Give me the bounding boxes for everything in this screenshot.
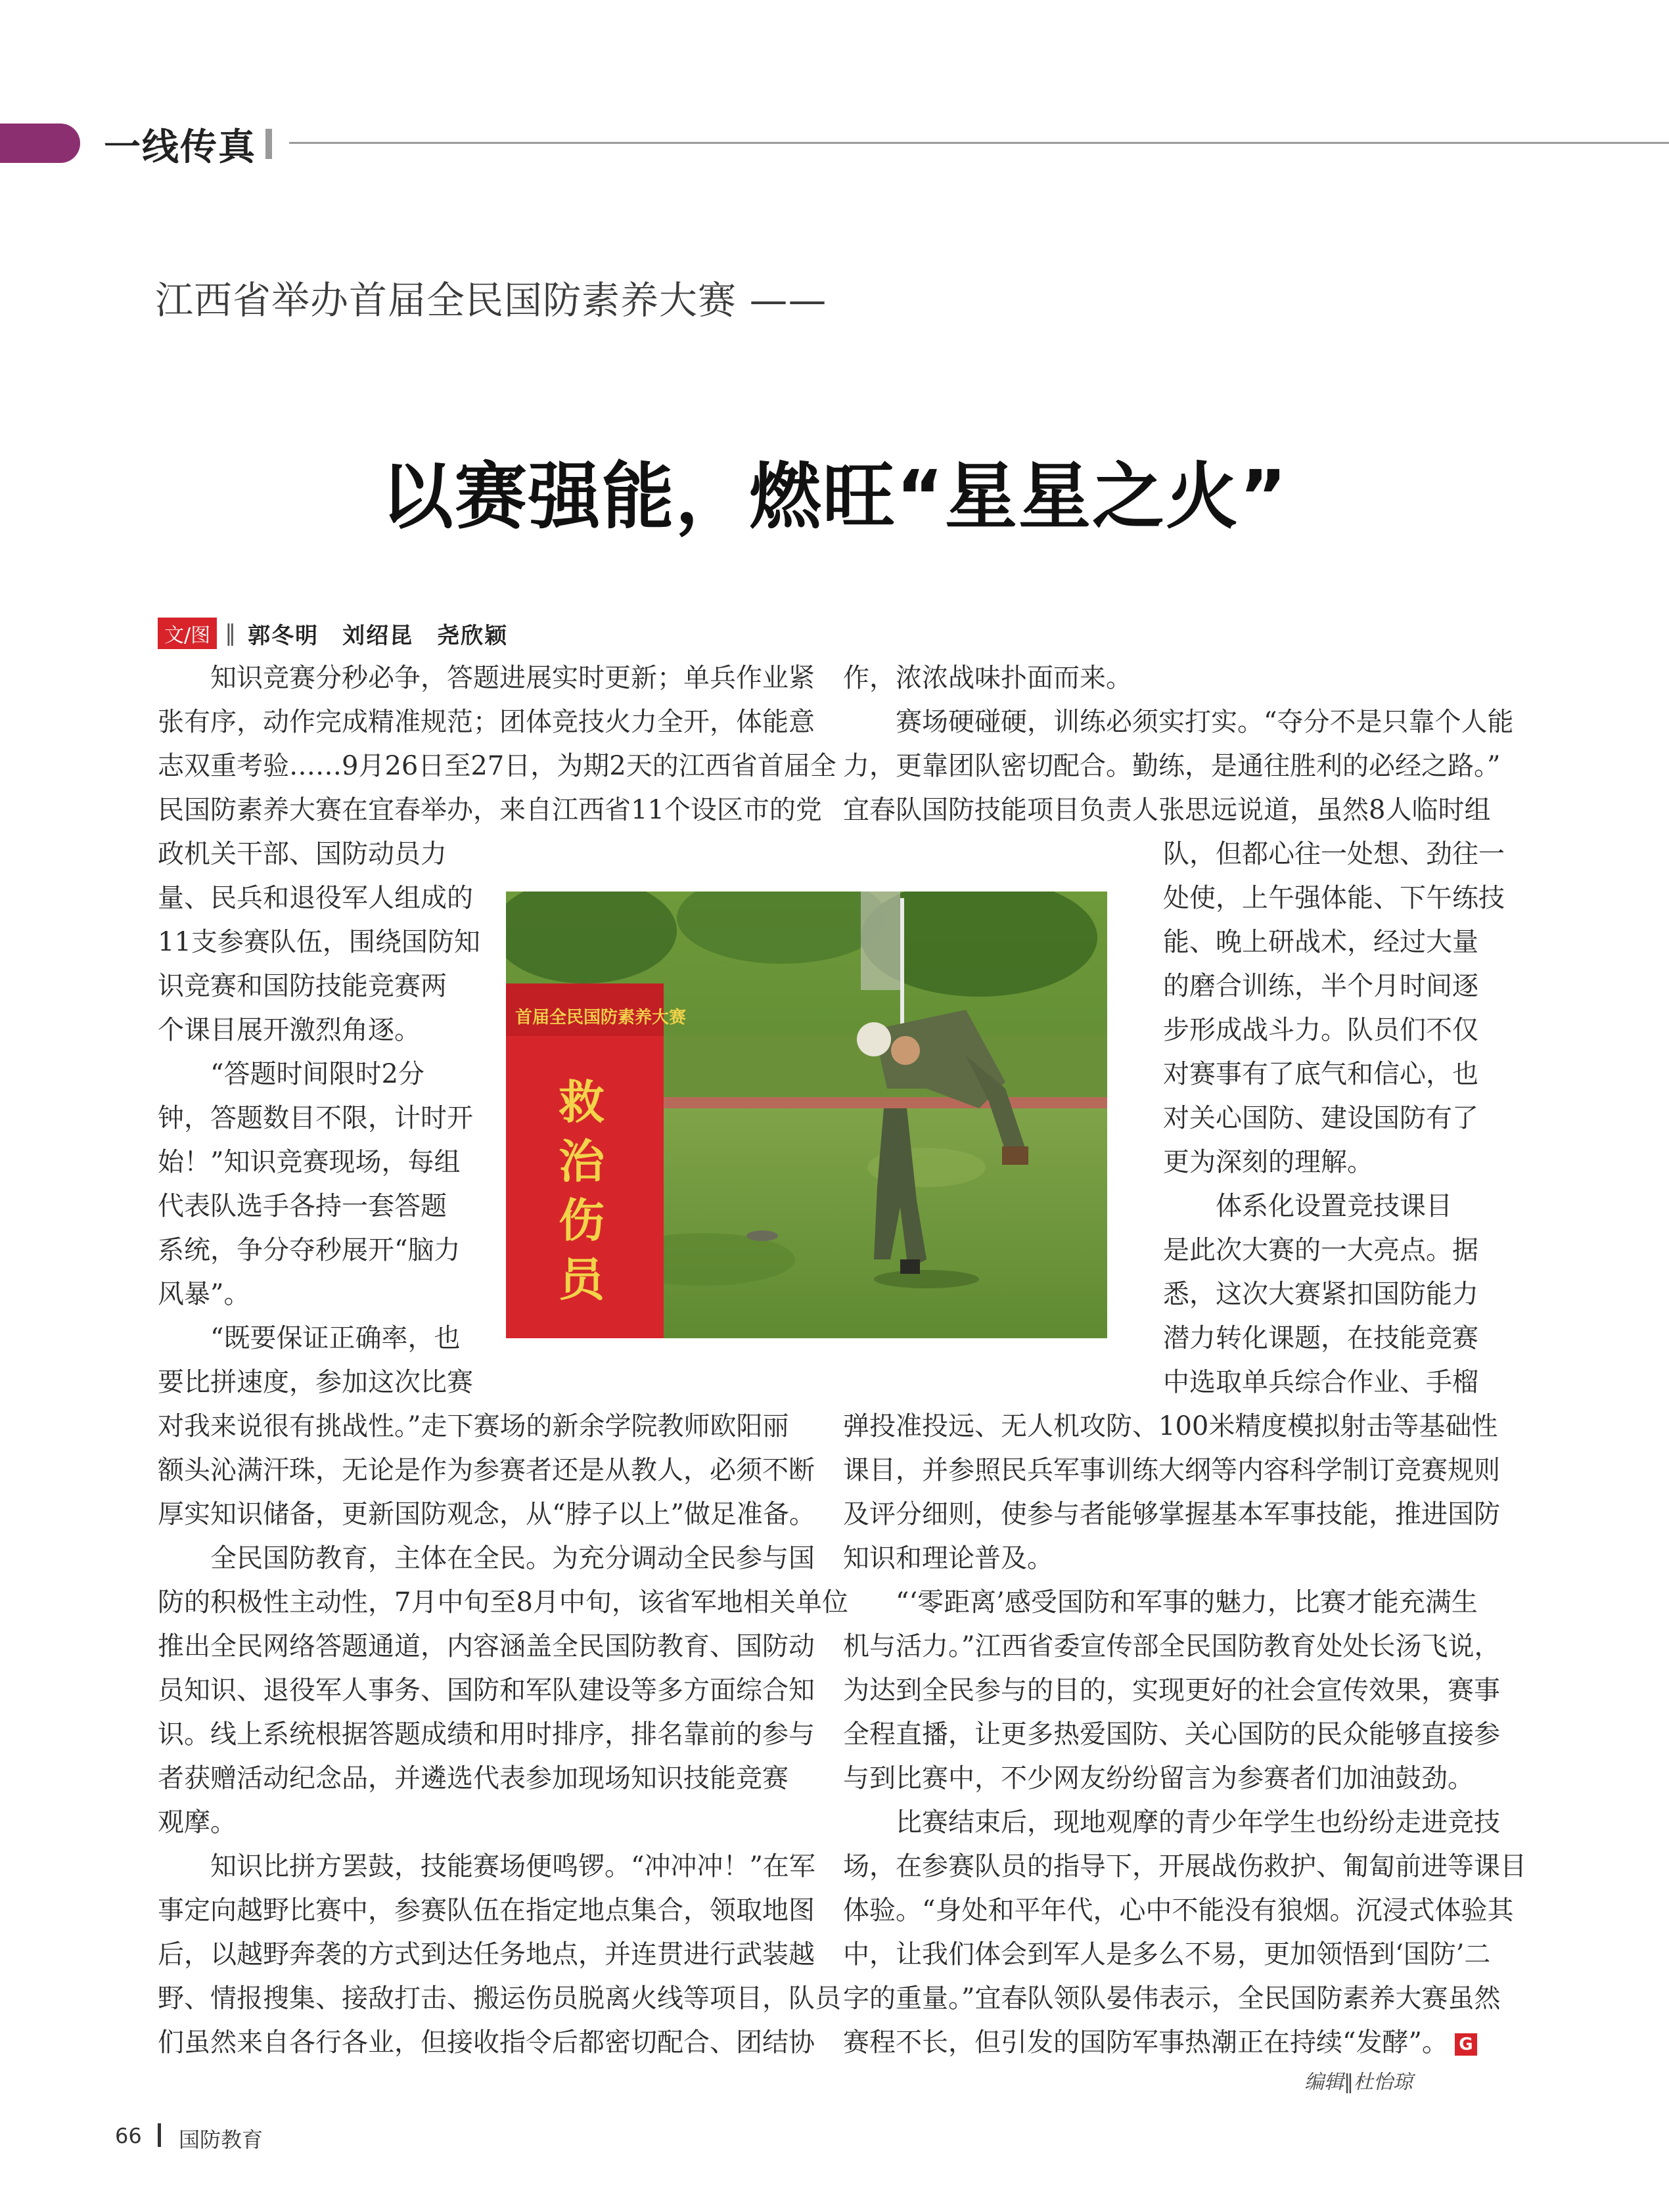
body-line: “答题时间限时2分 (158, 1059, 424, 1089)
body-line: 宜春队国防技能项目负责人张思远说道，虽然8人临时组 (843, 795, 1491, 825)
body-line: 为达到全民参与的目的，实现更好的社会宣传效果，赛事 (843, 1675, 1500, 1705)
body-line: 中，让我们体会到军人是多么不易，更加领悟到‘国防’二 (843, 1939, 1491, 1970)
body-line: “既要保证正确率，也 (158, 1323, 461, 1353)
body-line: 防的积极性主动性，7月中旬至8月中旬，该省军地相关单位 (158, 1587, 848, 1617)
editor-credit: 编辑‖杜怡琼 (1304, 2071, 1413, 2094)
byline-separator: ‖ (225, 620, 237, 646)
article-photo (506, 892, 1107, 1338)
body-line: 11支参赛队伍，围绕国防知 (158, 927, 480, 957)
body-line: 对我来说很有挑战性。”走下赛场的新余学院教师欧阳丽 (158, 1411, 789, 1441)
journal-name: 国防教育 (179, 2127, 263, 2152)
body-line: 政机关干部、国防动员力 (158, 839, 447, 869)
body-line: 知识竞赛分秒必争，答题进展实时更新；单兵作业紧 (158, 663, 815, 693)
body-line: 们虽然来自各行各业，但接收指令后都密切配合、团结协 (158, 2027, 815, 2058)
body-line: 弹投准投远、无人机攻防、100米精度模拟射击等基础性 (843, 1411, 1498, 1441)
end-mark-icon: G (1455, 2033, 1477, 2056)
banner-char: 救 (559, 1075, 605, 1129)
body-line: 课目，并参照民兵军事训练大纲等内容科学制订竞赛规则 (843, 1455, 1500, 1485)
body-line-text: 赛程不长，但引发的国防军事热潮正在持续“发酵”。 (843, 2027, 1448, 2058)
body-line: 潜力转化课题，在技能竞赛 (1163, 1323, 1478, 1353)
body-line: 要比拼速度，参加这次比赛 (158, 1367, 473, 1397)
body-line: 量、民兵和退役军人组成的 (158, 883, 473, 913)
article-subtitle: 江西省举办首届全民国防素养大赛 —— (155, 278, 827, 323)
byline-tag: 文/图 (158, 618, 217, 649)
footer-divider (158, 2123, 161, 2147)
body-line: 与到比赛中，不少网友纷纷留言为参赛者们加油鼓劲。 (843, 1763, 1474, 1794)
body-line: 员知识、退役军人事务、国防和军队建设等多方面综合知 (158, 1675, 815, 1705)
section-title: 一线传真 (104, 126, 256, 169)
body-line: 悉，这次大赛紧扣国防能力 (1163, 1279, 1478, 1309)
body-line: 对关心国防、建设国防有了 (1163, 1103, 1478, 1133)
body-line: 观摩。 (158, 1807, 237, 1838)
section-accent-pill (0, 124, 80, 163)
body-line: 赛场硬碰硬，训练必须实打实。“夺分不是只靠个人能 (843, 707, 1514, 737)
body-line: 额头沁满汗珠，无论是作为参赛者还是从教人，必须不断 (158, 1455, 815, 1485)
body-line: 钟，答题数目不限，计时开 (158, 1103, 473, 1133)
body-line: 代表队选手各持一套答题 (158, 1191, 447, 1221)
body-line (843, 2027, 1477, 2058)
body-line: 个课目展开激烈角逐。 (158, 1015, 421, 1045)
body-line: 机与活力。”江西省委宣传部全民国防教育处处长汤飞说， (843, 1631, 1501, 1661)
banner-header: 首届全民国防素养大赛 (515, 1008, 687, 1027)
body-line: 体系化设置竞技课目 (1163, 1191, 1452, 1221)
body-line: 者获赠活动纪念品，并遴选代表参加现场知识技能竞赛 (158, 1763, 789, 1794)
body-line: 力，更靠团队密切配合。勤练，是通往胜利的必经之路。” (843, 751, 1501, 781)
byline-authors: 郭冬明 刘绍昆 尧欣颖 (248, 622, 509, 649)
body-line: 对赛事有了底气和信心，也 (1163, 1059, 1478, 1089)
body-line: 字的重量。”宜春队领队晏伟表示，全民国防素养大赛虽然 (843, 1983, 1501, 2014)
body-line: 知识比拼方罢鼓，技能赛场便鸣锣。“冲冲冲！”在军 (158, 1851, 815, 1882)
header-rule (289, 142, 1669, 144)
banner-char: 治 (559, 1135, 605, 1188)
body-line: 及评分细则，使参与者能够掌握基本军事技能，推进国防 (843, 1499, 1500, 1529)
body-line: 志双重考验……9月26日至27日，为期2天的江西省首届全 (158, 751, 836, 781)
body-line: 始！”知识竞赛现场，每组 (158, 1147, 461, 1177)
body-line: 全程直播，让更多热爱国防、关心国防的民众能够直接参 (843, 1719, 1500, 1749)
banner-char: 员 (559, 1253, 605, 1307)
body-line: 的磨合训练，半个月时间逐 (1163, 971, 1478, 1001)
body-line: 能、晚上研战术，经过大量 (1163, 927, 1478, 957)
page-number: 66 (115, 2123, 142, 2148)
body-line: 比赛结束后，现地观摩的青少年学生也纷纷走进竞技 (843, 1807, 1500, 1838)
body-line: 野、情报搜集、接敌打击、搬运伤员脱离火线等项目，队员 (158, 1983, 841, 2014)
body-line: 全民国防教育，主体在全民。为充分调动全民参与国 (158, 1543, 815, 1573)
body-line: 推出全民网络答题通道，内容涵盖全民国防教育、国防动 (158, 1631, 815, 1661)
body-line: 场，在参赛队员的指导下，开展战伤救护、匍匐前进等课目 (843, 1851, 1526, 1882)
body-line: 后，以越野奔袭的方式到达任务地点，并连贯进行武装越 (158, 1939, 815, 1970)
body-line: 中选取单兵综合作业、手榴 (1163, 1367, 1478, 1397)
body-line: 民国防素养大赛在宜春举办，来自江西省11个设区市的党 (158, 795, 822, 825)
body-line: 队，但都心往一处想、劲往一 (1163, 839, 1505, 869)
body-line: 张有序，动作完成精准规范；团体竞技火力全开，体能意 (158, 707, 815, 737)
banner-char: 伤 (559, 1194, 605, 1248)
body-line: “‘零距离’感受国防和军事的魅力，比赛才能充满生 (843, 1587, 1478, 1617)
body-line: 事定向越野比赛中，参赛队伍在指定地点集合，领取地图 (158, 1895, 815, 1926)
article-title: 以赛强能，燃旺“星星之火” (380, 455, 1289, 539)
body-line: 识。线上系统根据答题成绩和用时排序，排名靠前的参与 (158, 1719, 815, 1749)
body-line: 是此次大赛的一大亮点。据 (1163, 1235, 1478, 1265)
body-line: 体验。“身处和平年代，心中不能没有狼烟。沉浸式体验其 (843, 1895, 1514, 1926)
body-line: 厚实知识储备，更新国防观念，从“脖子以上”做足准备。 (158, 1499, 815, 1529)
body-line: 知识和理论普及。 (843, 1543, 1053, 1573)
body-line: 识竞赛和国防技能竞赛两 (158, 971, 447, 1001)
body-line: 处使，上午强体能、下午练技 (1163, 883, 1505, 913)
body-line: 作，浓浓战味扑面而来。 (843, 663, 1132, 693)
body-line: 系统，争分夺秒展开“脑力 (158, 1235, 461, 1265)
body-line: 步形成战斗力。队员们不仅 (1163, 1015, 1478, 1045)
section-divider-bar (265, 129, 272, 159)
byline (158, 620, 509, 649)
body-line: 风暴”。 (158, 1279, 250, 1309)
body-line: 更为深刻的理解。 (1163, 1147, 1373, 1177)
